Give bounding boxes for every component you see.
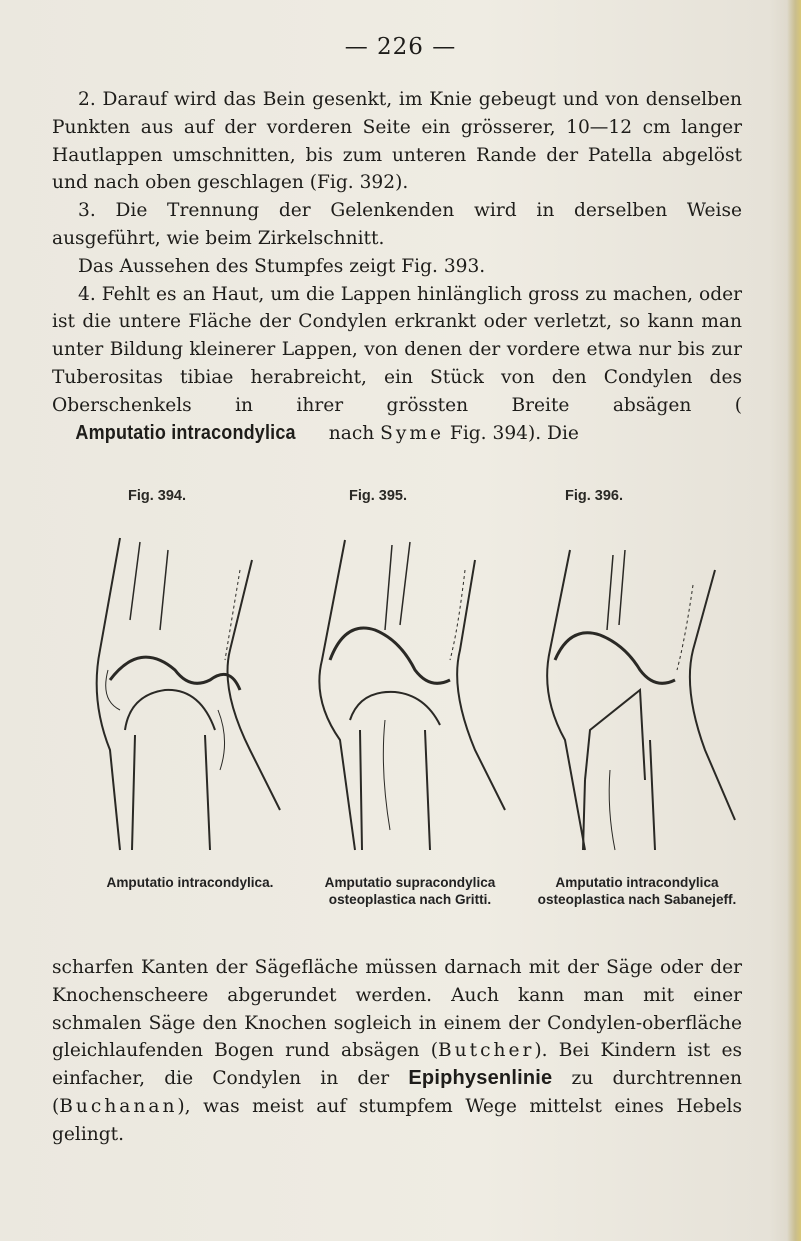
femur-lines [130, 542, 168, 630]
bone-end [125, 690, 215, 730]
figure-caption-394 [85, 874, 295, 891]
p4-middle: nach [322, 422, 381, 444]
caption-394-line1: Amputatio intracondylica. [106, 875, 274, 890]
p5-text-1: scharfen Kanten der Sägefläche müssen darnach mit der Säge oder der Knochenscheere abgerundet werden. Auch kann man mit einer schmalen Säge den Knochen sogleich in einem der Condylen-oberfläche gleichlaufenden Bogen rund absägen ( [52, 957, 742, 1062]
body-text-bottom [52, 954, 742, 1149]
figure-label-396: Fig. 396. [565, 488, 624, 504]
p5-text-3: zu durchtrennen ( [52, 1068, 742, 1117]
paragraph-2: 2. Darauf wird das Bein gesenkt, im Knie gebeugt und von denselben Punkten aus auf der vorderen Seite ein grösserer, 10—12 cm langer Hautlappen umschnitten, bis zum unteren Rande der Patella abgelöst und nach oben geschlagen (Fig. 392). [52, 89, 742, 194]
p4-end: Fig. 394). Die [444, 422, 579, 444]
outline-right [228, 560, 281, 810]
bone-shaft [132, 735, 210, 850]
femur-lines [385, 542, 410, 630]
knee-illustration-394 [80, 530, 290, 860]
tibia-line [609, 770, 615, 850]
outline-right [457, 560, 505, 810]
knee-illustration-396 [515, 530, 740, 860]
caption-396-line1: Amputatio intracondylica [555, 875, 719, 890]
condyle-line [110, 657, 240, 690]
bone-shaft [360, 730, 430, 850]
paragraph-4 [52, 281, 742, 448]
p4-text: 4. Fehlt es an Haut, um die Lappen hinlänglich gross zu machen, oder ist die untere Fläche der Condylen erkrankt oder verletzt, so kann man unter Bildung kleinerer Lappen, von denen der vordere etwa nur bis zur Tuberositas tibiae herabreicht, ein Stück von den Condylen des Oberschenkels in ihrer grössten Breite absägen ( [52, 283, 742, 416]
caption-396-line2: osteoplastica nach Sabanejeff. [537, 892, 737, 907]
figure-caption-395 [300, 874, 520, 908]
outline-left [97, 538, 120, 850]
condyle-line [555, 633, 675, 684]
p5-emphasis: Epiphysenlinie [408, 1067, 553, 1090]
skin-flap [450, 570, 465, 660]
patella-outline [330, 628, 450, 683]
body-text-top [52, 86, 742, 447]
p5-author-1: Butcher [437, 1040, 535, 1062]
paragraph-3: 3. Die Trennung der Gelenkenden wird in derselben Weise ausgeführt, wie beim Zirkelschnitt. [52, 200, 742, 249]
tibia-line [383, 720, 390, 830]
femur-lines [607, 550, 625, 630]
p5-text-4: ), was meist auf stumpfem Wege mittelst eines Hebels gelingt. [52, 1095, 742, 1145]
p4-author: Syme [380, 422, 445, 444]
p4-emphasis: Amputatio intracondylica [75, 421, 296, 444]
saw-cut [585, 690, 645, 780]
figure-label-395: Fig. 395. [349, 488, 408, 504]
bone-end [350, 692, 440, 725]
figure-label-394: Fig. 394. [128, 488, 187, 504]
p5-author-2: Buchanan [59, 1095, 178, 1117]
caption-395-line1: Amputatio supracondylica [324, 875, 496, 890]
paragraph-continued [52, 954, 742, 1149]
figure-caption-396 [522, 874, 752, 908]
page-number: — 226 — [344, 34, 457, 60]
outline-left [547, 550, 585, 850]
outline-left [319, 540, 355, 850]
knee-illustration-395 [300, 530, 510, 860]
p5-text-2: ). Bei Kindern ist es einfacher, die Condylen in der [52, 1040, 743, 1090]
page-edge [787, 0, 801, 1241]
outline-right [690, 570, 735, 820]
caption-395-line2: osteoplastica nach Gritti. [328, 892, 492, 907]
paragraph-stump: Das Aussehen des Stumpfes zeigt Fig. 393. [78, 255, 486, 277]
